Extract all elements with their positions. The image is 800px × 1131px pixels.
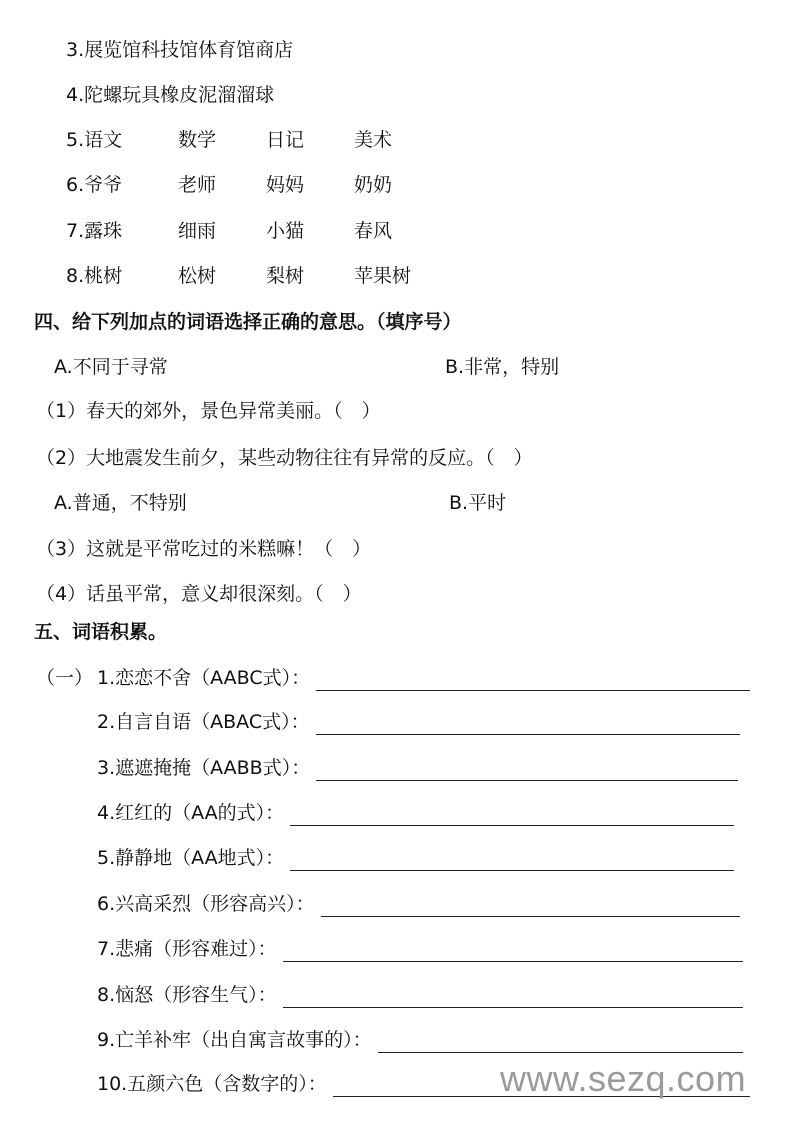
watermark: www.sezq.com [500,1058,747,1099]
list-item [66,218,466,244]
list-item [66,263,466,289]
word: 数学 [178,129,217,151]
word: 8.桃树 [66,265,123,287]
word: 春风 [354,220,393,242]
item-text: 4.陀螺玩具橡皮泥溜溜球 [66,84,275,106]
question-4: （4）话虽平常，意义却很深刻。（ ） [36,583,362,605]
item-text: 3.展览馆科技馆体育馆商店 [66,39,294,61]
list-item [66,127,466,153]
answer-blank[interactable] [290,807,734,826]
option-b: B.非常，特别 [445,356,560,378]
answer-blank[interactable] [283,943,743,962]
fill-item [97,845,734,871]
word: 梨树 [266,265,305,287]
word: 5.语文 [66,129,123,151]
fill-item [97,709,740,735]
item-label: 8.恼怒（形容生气）： [97,984,277,1006]
sub-label: （一） [36,667,94,689]
word: 妈妈 [266,174,305,196]
fill-item [97,755,738,781]
section-4-title: 四、给下列加点的词语选择正确的意思。（填序号） [34,311,462,333]
item-label: 6.兴高采烈（形容高兴）： [97,893,315,915]
item-label: 2.自言自语（ABAC式）： [97,711,310,733]
fill-item [97,891,740,917]
item-label: 4.红红的（AA的式）： [97,802,285,824]
answer-blank[interactable] [290,852,734,871]
answer-blank[interactable] [321,898,740,917]
word: 美术 [354,129,393,151]
question-3: （3）这就是平常吃过的米糕嘛！（ ） [36,538,372,560]
item-label: 10.五颜六色（含数字的）： [97,1073,327,1095]
list-item [66,37,293,63]
word: 日记 [266,129,305,151]
item-label: 7.悲痛（形容难过）： [97,938,277,960]
word: 细雨 [178,220,217,242]
answer-blank[interactable] [316,762,738,781]
list-item [66,82,274,108]
option-a: A.普通，不特别 [54,492,187,514]
item-label: 5.静静地（AA地式）： [97,847,285,869]
answer-blank[interactable] [316,716,740,735]
item-label: 9.亡羊补牢（出自寓言故事的）： [97,1029,372,1051]
fill-item [97,800,734,826]
section-5-title: 五、词语积累。 [34,621,168,643]
fill-item [97,1027,743,1053]
word: 小猫 [266,220,305,242]
item-label: 1.恋恋不舍（AABC式）： [97,667,311,689]
word: 松树 [178,265,217,287]
list-item [66,172,466,198]
fill-item [97,665,750,691]
answer-blank[interactable] [378,1034,743,1053]
option-b: B.平时 [449,492,507,514]
fill-item [97,936,743,962]
word: 老师 [178,174,217,196]
word: 奶奶 [354,174,393,196]
question-2: （2）大地震发生前夕，某些动物往往有异常的反应。（ ） [36,447,533,469]
answer-blank[interactable] [316,672,750,691]
question-1: （1）春天的郊外，景色异常美丽。（ ） [36,400,381,422]
answer-blank[interactable] [283,989,743,1008]
word: 7.露珠 [66,220,123,242]
option-a: A.不同于寻常 [54,356,168,378]
fill-item [97,982,743,1008]
item-label: 3.遮遮掩掩（AABB式）： [97,757,311,779]
word: 6.爷爷 [66,174,123,196]
word: 苹果树 [354,265,412,287]
